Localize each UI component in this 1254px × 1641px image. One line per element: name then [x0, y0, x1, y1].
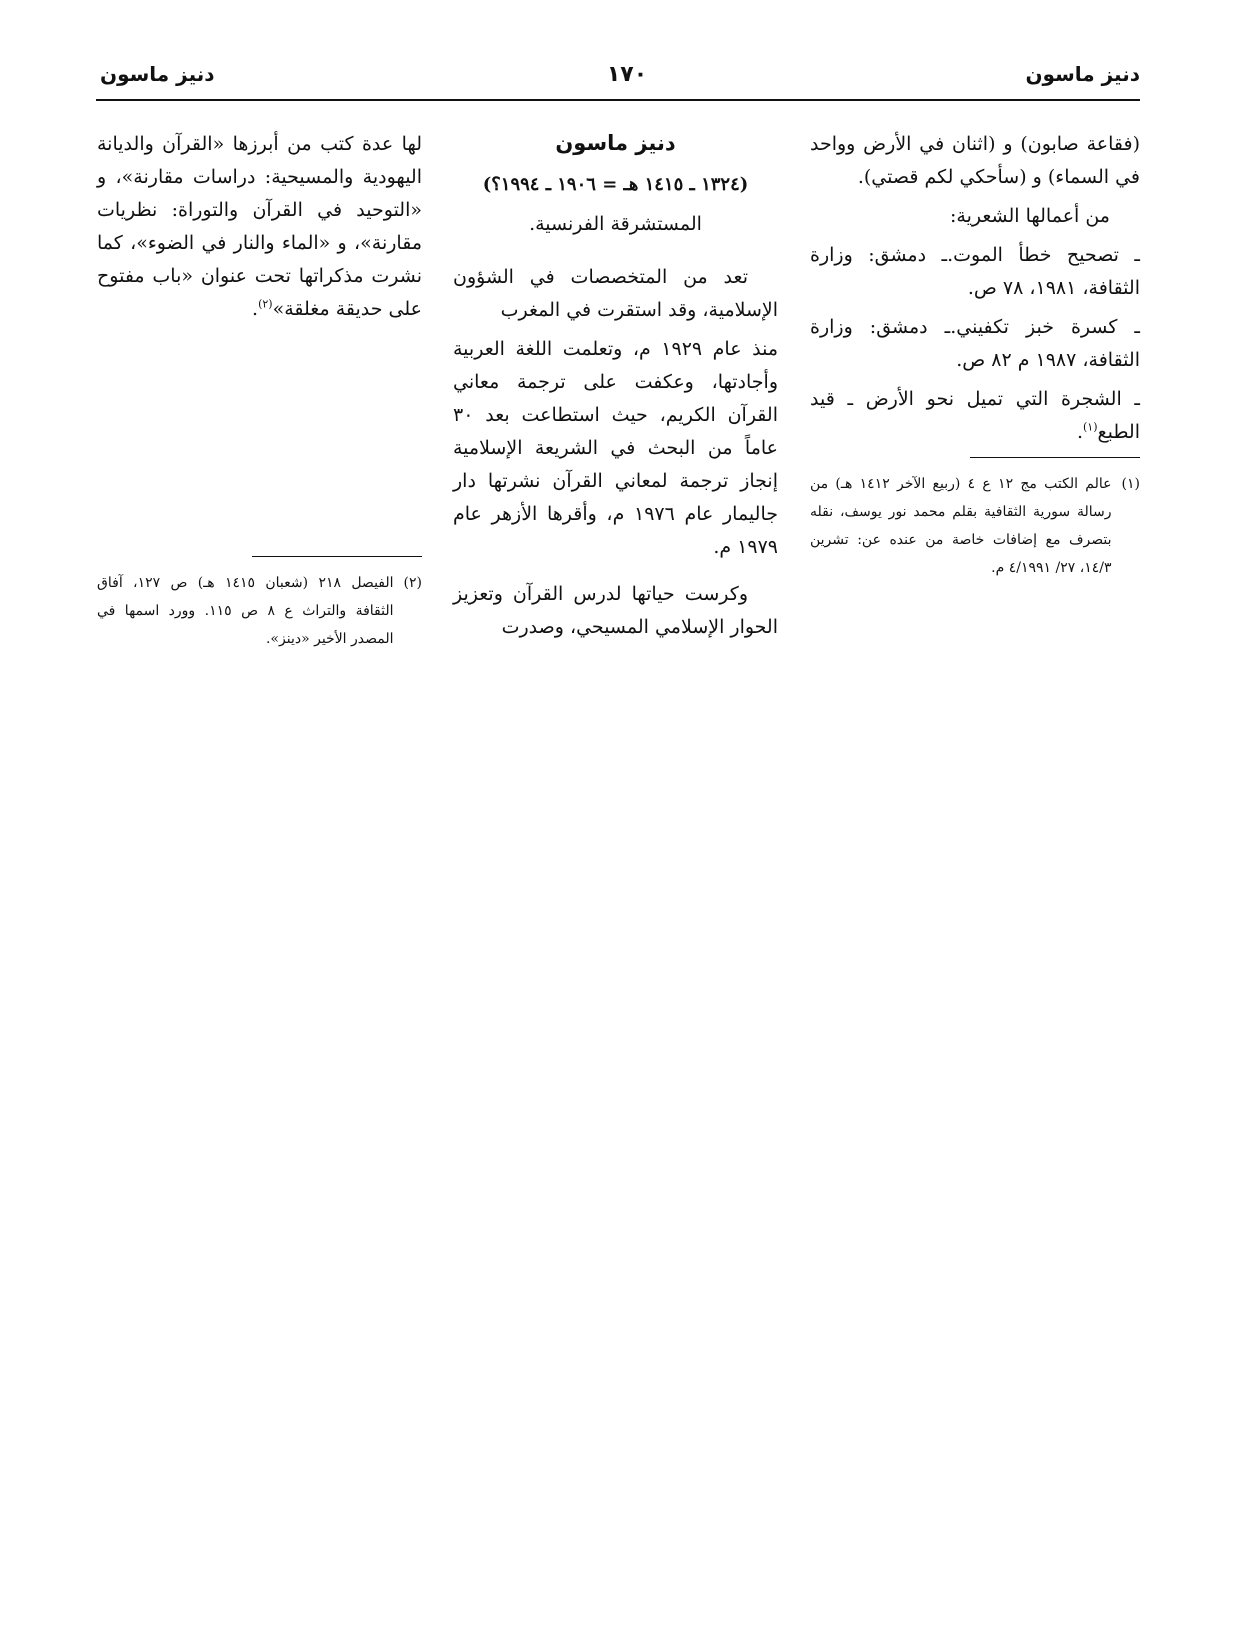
footnote-1-mark: (١)	[1121, 476, 1140, 492]
work-item-3-text: ـ الشجرة التي تميل نحو الأرض ـ قيد الطبع	[810, 388, 1140, 443]
work-item-3: ـ الشجرة التي تميل نحو الأرض ـ قيد الطبع$^{(١)}$.	[810, 388, 1140, 443]
page-number: ١٧٠	[606, 62, 648, 87]
left-paragraph-text: لها عدة كتب من أبرزها «القرآن والديانة اليهودية والمسيحية: دراسات مقارنة»، و «التوحيد في القرآن والتوراة: نظريات مقارنة»، و «الماء والنار في الضوء»، كما نشرت مذكراتها تحت عنوان «باب مفتوح على حديقة مغلقة»	[97, 133, 422, 320]
article-paragraph-1: تعد من المتخصصات في الشؤون الإسلامية، وقد استقرت في المغرب	[453, 266, 778, 321]
footnote-1-text: عالم الكتب مج ١٢ ع ٤ (ربيع الآخر ١٤١٢ هـ) من رسالة سورية الثقافية بقلم محمد نور يوسف، نقله بتصرف مع إضافات خاصة من عنده عن: تشرين ١٤/٣، ٢٧/ ٤/١٩٩١ م.	[810, 476, 1112, 576]
running-head-right: دنيز ماسون	[1025, 62, 1140, 86]
left-paragraph	[97, 128, 422, 326]
footnote-1	[810, 470, 1140, 582]
footnote-rule-right	[970, 457, 1140, 458]
footnote-rule-left	[252, 556, 422, 557]
footnote-ref-2: (٢)	[258, 297, 273, 311]
footnote-ref-1: (١)	[1082, 420, 1098, 434]
left-footnote-area	[97, 548, 422, 653]
work-item-2: ـ كسرة خبز تكفيني.ـ دمشق: وزارة الثقافة، ١٩٨٧ م ٨٢ ص.	[810, 316, 1140, 371]
middle-column	[453, 128, 778, 644]
footnote-2-text: الفيصل ٢١٨ (شعبان ١٤١٥ هـ) ص ١٢٧، آفاق الثقافة والتراث ع ٨ ص ١١٥. وورد اسمها في المصدر الأخير «دينز».	[97, 575, 394, 647]
article-subtitle: المستشرقة الفرنسية.	[529, 213, 702, 235]
right-column	[810, 128, 1140, 582]
footnote-2	[97, 569, 422, 653]
article-paragraph-2: منذ عام ١٩٢٩ م، وتعلمت اللغة العربية وأجادتها، وعكفت على ترجمة معاني القرآن الكريم، حيث استطاعت بعد ٣٠ عاماً من البحث في الشريعة الإسلامية إنجاز ترجمة لمعاني القرآن نشرتها دار جاليمار عام ١٩٧٦ م، وأقرها الأزهر عام ١٩٧٩ م.	[453, 338, 778, 558]
left-paragraph-end: .	[252, 298, 259, 320]
article-paragraph-3: وكرست حياتها لدرس القرآن وتعزيز الحوار الإسلامي المسيحي، وصدرت	[453, 583, 778, 638]
works-heading: من أعمالها الشعرية:	[950, 205, 1110, 227]
article-dates: (١٣٢٤ ـ ١٤١٥ هـ = ١٩٠٦ ـ ١٩٩٤؟)	[482, 174, 749, 195]
running-head-left: دنيز ماسون	[100, 62, 215, 86]
right-opening-text: (فقاعة صابون) و (اثنان في الأرض وواحد في السماء) و (سأحكي لكم قصتي).	[810, 133, 1140, 188]
footnote-2-mark: (٢)	[403, 575, 422, 591]
work-item-1: ـ تصحيح خطأ الموت.ـ دمشق: وزارة الثقافة، ١٩٨١، ٧٨ ص.	[810, 244, 1140, 299]
article-title: دنيز ماسون	[555, 131, 676, 155]
left-column	[97, 128, 422, 326]
header-rule	[96, 99, 1140, 101]
